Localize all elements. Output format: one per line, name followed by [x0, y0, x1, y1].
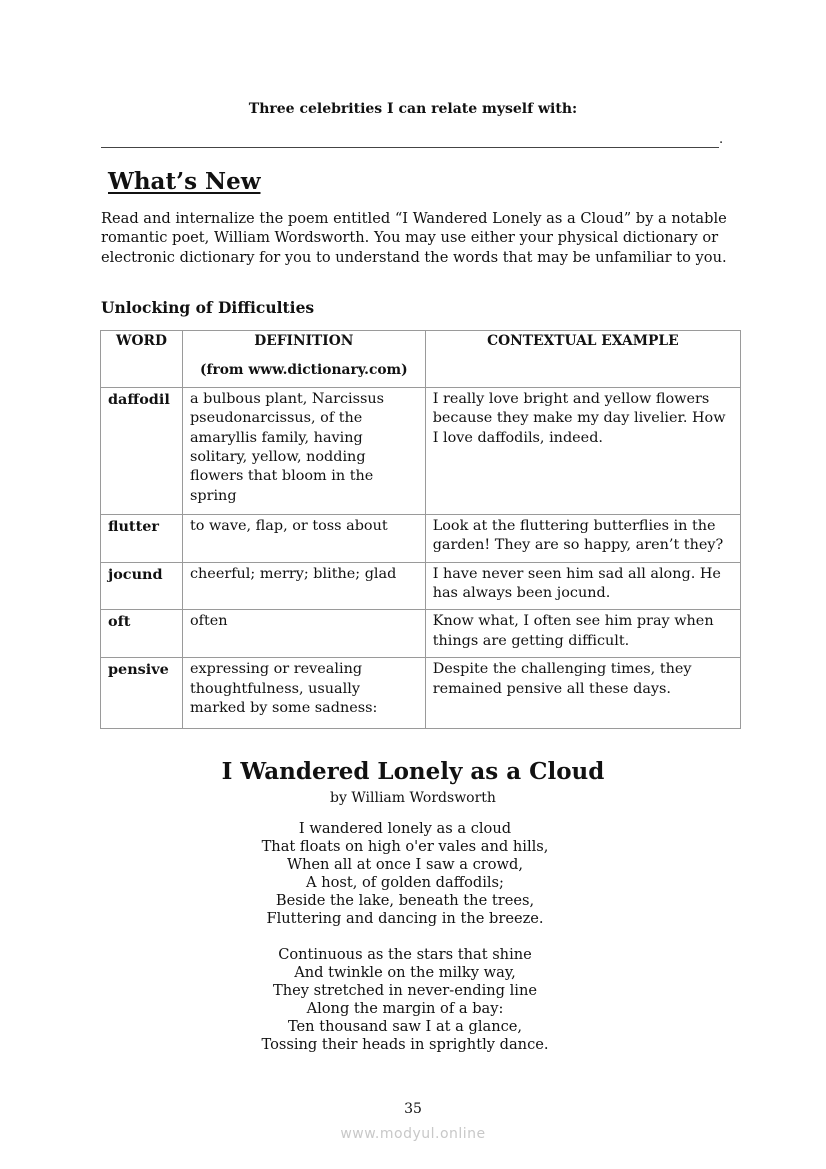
table-row [101, 610, 741, 658]
definition-cell: expressing or revealing thoughtfulness, usually marked by some sadness: [182, 658, 425, 729]
header-definition-source: (from www.dictionary.com) [199, 362, 408, 379]
header-definition-label: DEFINITION [254, 333, 354, 349]
definition-cell: a bulbous plant, Narcissus pseudonarcissus, of the amaryllis family, having solitary, yellow, nodding flowers that bloom in the spring [182, 387, 425, 514]
word-cell: jocund [101, 562, 183, 610]
celebrities-prompt: Three celebrities I can relate myself with: [248, 101, 578, 117]
table-row [101, 514, 741, 562]
answer-end-period: . [719, 132, 724, 147]
intro-paragraph: Read and internalize the poem entitled “I Wandered Lonely as a Cloud” by a notable romantic poet, William Wordsworth. You may use either your physical dictionary or electronic dictionary for you to understand the words that may be unfamiliar to you. [101, 210, 727, 266]
poem-line: Fluttering and dancing in the breeze. [266, 910, 544, 927]
vocabulary-table [100, 330, 741, 729]
table-row [101, 387, 741, 514]
answer-line[interactable] [101, 147, 719, 148]
example-cell: Look at the fluttering butterflies in the garden! They are so happy, aren’t they? [425, 514, 740, 562]
poem-line: Beside the lake, beneath the trees, [275, 892, 535, 909]
example-cell: I have never seen him sad all along. He has always been jocund. [425, 562, 740, 610]
whats-new-heading: What’s New [108, 168, 261, 195]
poem-line: Ten thousand saw I at a glance, [287, 1018, 523, 1035]
poem-line: Continuous as the stars that shine [278, 946, 532, 963]
example-cell: I really love bright and yellow flowers because they make my day livelier. How I love daffodils, indeed. [425, 387, 740, 514]
poem-line: They stretched in never-ending line [273, 982, 537, 999]
poem-stanza-2 [0, 946, 810, 1054]
word-cell: oft [101, 610, 183, 658]
poem-author: by William Wordsworth [330, 790, 496, 806]
header-word: WORD [101, 331, 183, 388]
poem-line: A host, of golden daffodils; [306, 874, 504, 891]
word-cell: daffodil [101, 387, 183, 514]
table-row [101, 658, 741, 729]
word-cell: pensive [101, 658, 183, 729]
definition-cell: to wave, flap, or toss about [182, 514, 425, 562]
header-example: CONTEXTUAL EXAMPLE [425, 331, 740, 388]
poem-line: Tossing their heads in sprightly dance. [261, 1036, 549, 1053]
poem-line: And twinkle on the milky way, [294, 964, 516, 981]
poem-line: I wandered lonely as a cloud [298, 820, 512, 837]
word-cell: flutter [101, 514, 183, 562]
definition-cell: often [182, 610, 425, 658]
table-row [101, 562, 741, 610]
definition-cell: cheerful; merry; blithe; glad [182, 562, 425, 610]
poem-line: That floats on high o'er vales and hills, [261, 838, 549, 855]
page-number: 35 [404, 1101, 422, 1117]
unlocking-heading: Unlocking of Difficulties [101, 298, 315, 317]
poem-title: I Wandered Lonely as a Cloud [221, 758, 605, 785]
watermark: www.modyul.online [340, 1126, 486, 1142]
example-cell: Know what, I often see him pray when things are getting difficult. [425, 610, 740, 658]
header-definition [182, 331, 425, 388]
poem-stanza-1 [0, 820, 810, 928]
poem-line: Along the margin of a bay: [306, 1000, 504, 1017]
poem-line: When all at once I saw a crowd, [286, 856, 524, 873]
table-header-row [101, 331, 741, 388]
example-cell: Despite the challenging times, they remained pensive all these days. [425, 658, 740, 729]
